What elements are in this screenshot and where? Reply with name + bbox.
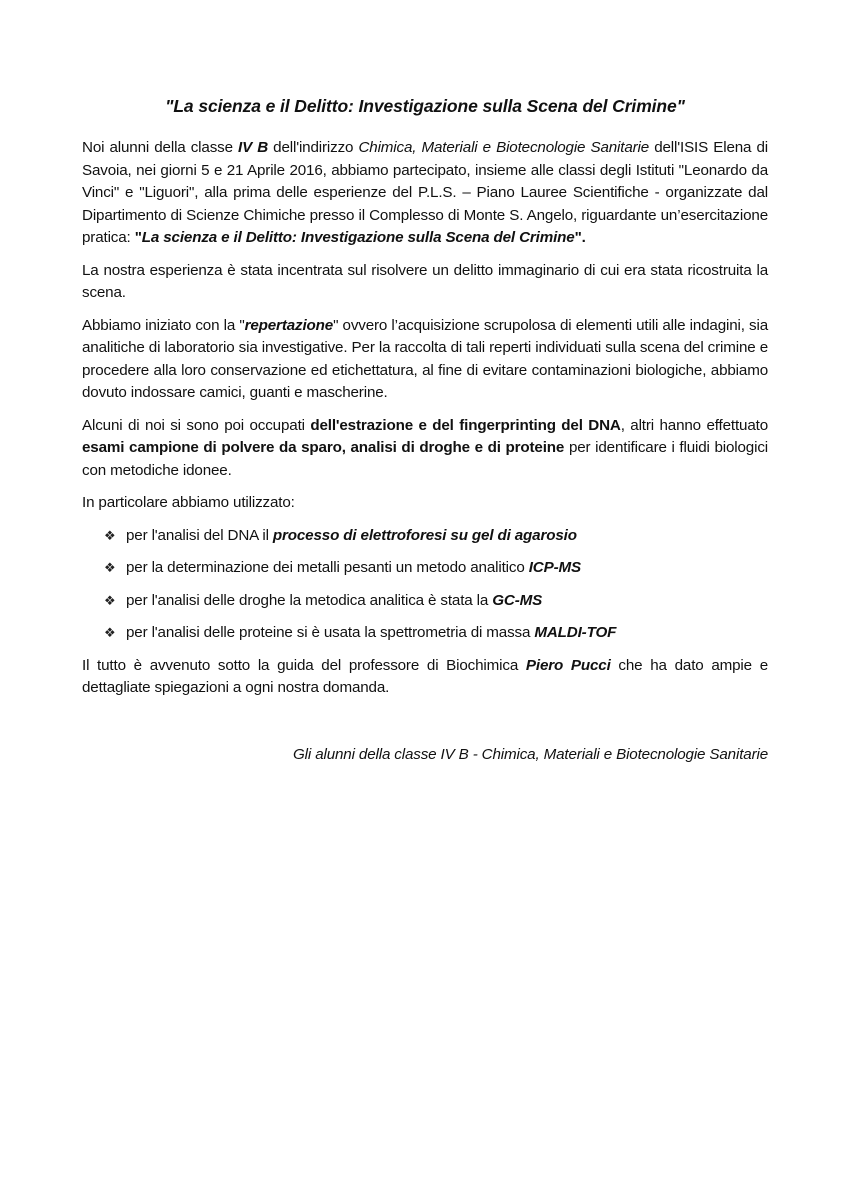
professor-name: Piero Pucci [525, 656, 611, 674]
diamond-bullet-icon: ❖ [104, 560, 116, 575]
paragraph-activities: Alcuni di noi si sono poi occupati dell'estrazione e del fingerprinting del DNA, altri hanno effettuato esami campione di polvere da sparo, analisi di droghe e di proteine per identificare i fluidi biologici con metodiche idonee. [82, 416, 768, 479]
diamond-bullet-icon: ❖ [104, 592, 116, 608]
list-item: ❖ per la determinazione dei metalli pesanti un metodo analitico ICP-MS [104, 557, 768, 580]
signature: Gli alunni della classe IV B - Chimica, Materiali e Biotecnologie Sanitarie [293, 745, 768, 763]
list-item: ❖ per l'analisi delle droghe la metodica analitica è stata la GC-MS [104, 590, 768, 613]
list-item: ❖ per l'analisi del DNA il processo di elettroforesi su gel di agarosio [104, 525, 768, 548]
course-name: Chimica, Materiali e Biotecnologie Sanitarie [358, 139, 650, 156]
class-name: IV B [238, 139, 269, 156]
event-name: La scienza e il Delitto: Investigazione sulla Scena del Crimine [141, 229, 575, 246]
document-title: "La scienza e il Delitto: Investigazione sulla Scena del Crimine" [165, 96, 685, 116]
paragraph-experience: La nostra esperienza è stata incentrata sul risolvere un delitto immaginario di cui era stata ricostruita la scena. [82, 261, 768, 301]
document-page [82, 96, 768, 763]
paragraph-intro: Noi alunni della classe IV B dell'indirizzo Chimica, Materiali e Biotecnologie Sanitarie dell'ISIS Elena di Savoia, nei giorni 5 e 21 Aprile 2016, abbiamo partecipato, insieme alle classi degli Istituti "Leonardo da Vinci" e "Liguori", alla prima delle esperienze del P.L.S. – Piano Lauree Scientifiche - organizzate dal Dipartimento di Scienze Chimiche presso il Complesso di Monte S. Angelo, riguardante un’esercitazione pratica: "La scienza e il Delitto: Investigazione sulla Scena del Crimine". [82, 139, 768, 246]
methods-list [82, 525, 768, 645]
diamond-bullet-icon: ❖ [104, 527, 116, 543]
term-repertazione: repertazione [244, 316, 334, 334]
diamond-bullet-icon: ❖ [104, 625, 116, 640]
paragraph-repertazione: Abbiamo iniziato con la "repertazione" ovvero l’acquisizione scrupolosa di elementi utili alle indagini, sia analitiche di laboratorio sia investigative. Per la raccolta di tali reperti individuati sulla scena del crimine e procedere alla loro conservazione ed etichettatura, al fine di evitare contaminazioni biologiche, abbiamo dovuto indossare camici, guanti e mascherine. [82, 316, 768, 401]
paragraph-methods-intro: In particolare abbiamo utilizzato: [82, 494, 295, 511]
paragraph-professor: Il tutto è avvenuto sotto la guida del professore di Biochimica Piero Pucci che ha dato ampie e dettagliate spiegazioni a ogni nostra domanda. [82, 656, 768, 696]
list-item: ❖ per l'analisi delle proteine si è usata la spettrometria di massa MALDI-TOF [104, 622, 768, 645]
